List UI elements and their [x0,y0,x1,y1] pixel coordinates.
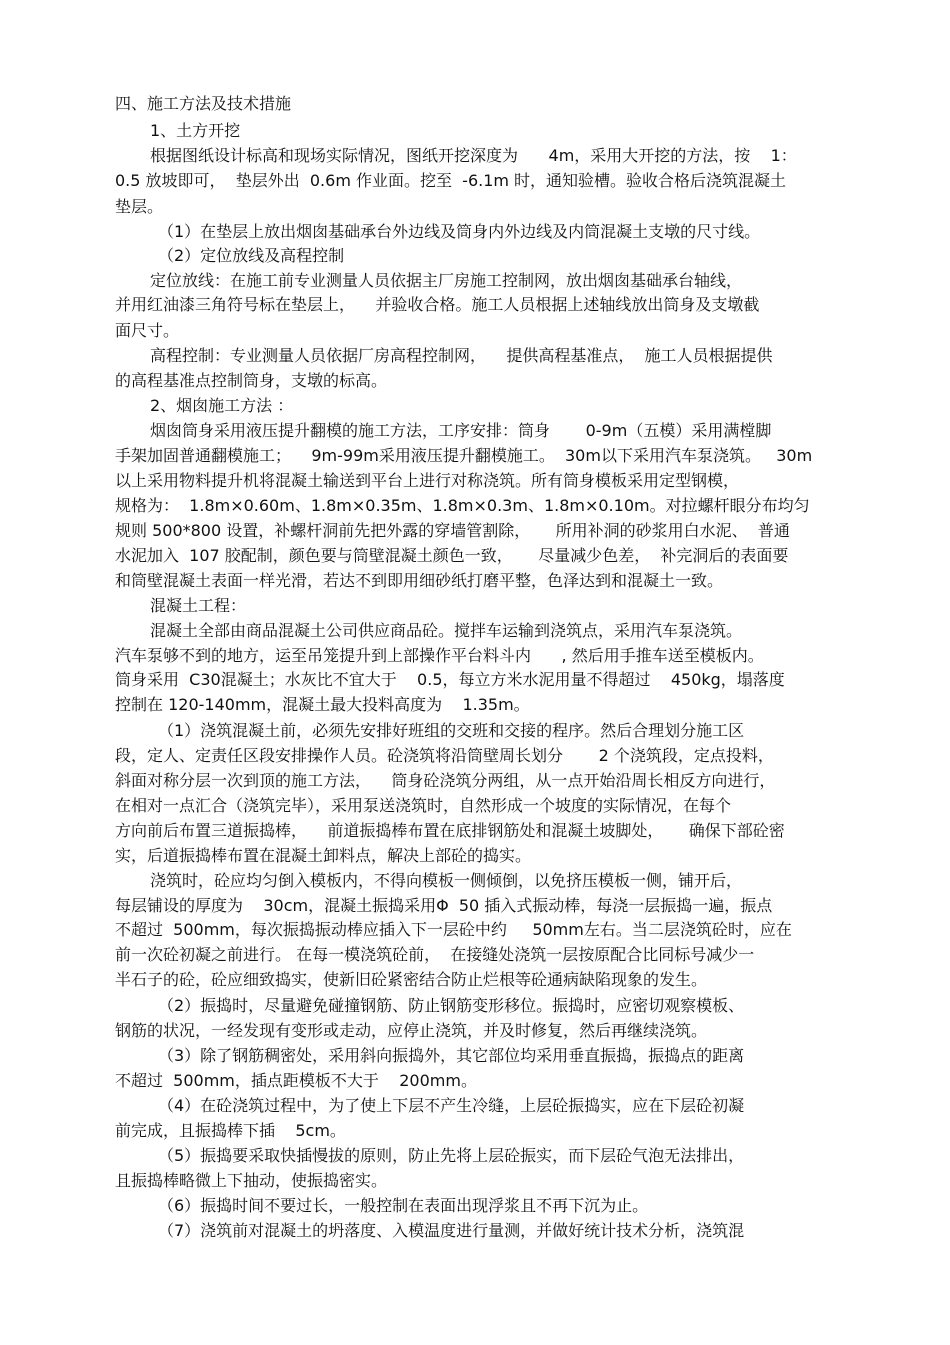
body-text-line: 根据图纸设计标高和现场实际情况，图纸开挖深度为 4m，采用大开挖的方法，按 1： [150,146,797,165]
body-text-line: 且振捣棒略微上下抽动，使振捣密实。 [115,1171,388,1190]
body-text-line: 垫层。 [115,197,164,216]
body-text-line: （7）浇筑前对混凝土的坍落度、入模温度进行量测，并做好统计技术分析，浇筑混 [158,1221,745,1240]
body-text-line: 和筒壁混凝土表面一样光滑，若达不到即用细砂纸打磨平整，色泽达到和混凝土一致。 [115,571,724,590]
body-text-line: 每层铺设的厚度为 30cm，混凝土振捣采用Φ 50 插入式振动棒，每浇一层振捣一遍，振点 [115,896,773,915]
body-text-line: 浇筑时，砼应均匀倒入模板内，不得向模板一侧倾倒，以免挤压模板一侧，铺开后， [150,871,743,890]
body-text-line: 面尺寸。 [115,321,180,340]
body-text-line: 烟囱筒身采用液压提升翻模的施工方法，工序安排：筒身 0-9m（五模）采用满樘脚 [150,421,772,440]
body-text-line: 不超过 500mm，每次振捣振动棒应插入下一层砼中约 50mm左右。当二层浇筑砼时，应在 [115,920,792,939]
body-text-line: 水泥加入 107 胶配制，颜色要与筒壁混凝土颜色一致， 尽量减少色差， 补完洞后的表面要 [115,546,789,565]
body-text-line: 汽车泵够不到的地方，运至吊笼提升到上部操作平台料斗内 , 然后用手推车送至模板内。 [115,646,764,665]
body-text-line: 规格为： 1.8m×0.60m、1.8m×0.35m、1.8m×0.3m、1.8m×0.10m。对拉螺杆眼分布均匀 [115,496,810,515]
body-text-line: 并用红油漆三角符号标在垫层上， 并验收合格。施工人员根据上述轴线放出筒身及支墩截 [115,295,760,314]
body-text-line: 不超过 500mm，插点距模板不大于 200mm。 [115,1071,477,1090]
body-text-line: 在相对一点汇合（浇筑完毕），采用泵送浇筑时，自然形成一个坡度的实际情况，在每个 [115,796,732,815]
body-text-line: 前一次砼初凝之前进行。 在每一模浇筑砼前， 在接缝处浇筑一层按原配合比同标号减少一 [115,945,755,964]
body-text-line: （5）振捣要采取快插慢拔的原则，防止先将上层砼振实，而下层砼气泡无法排出， [158,1146,745,1165]
body-text-line: 混凝土全部由商品混凝土公司供应商品砼。搅拌车运输到浇筑点，采用汽车泵浇筑。 [150,621,743,640]
body-text-line: （3）除了钢筋稠密处，采用斜向振捣外，其它部位均采用垂直振捣，振捣点的距离 [158,1046,745,1065]
body-text-line: 的高程基准点控制筒身，支墩的标高。 [115,371,388,390]
body-text-line: 段，定人、定责任区段安排操作人员。砼浇筑将沿筒壁周长划分 2 个浇筑段，定点投料， [115,746,774,765]
body-text-line: 钢筋的状况，一经发现有变形或走动，应停止浇筑，并及时修复，然后再继续浇筑。 [115,1021,708,1040]
body-text-line: （1）在垫层上放出烟囱基础承台外边线及筒身内外边线及内筒混凝土支墩的尺寸线。 [158,222,761,241]
body-text-line: （2）定位放线及高程控制 [158,246,345,265]
body-text-line: 规则 500*800 设置，补螺杆洞前先把外露的穿墙管割除， 所用补洞的砂浆用白水泥、 普通 [115,521,790,540]
body-text-line: 定位放线：在施工前专业测量人员依据主厂房施工控制网，放出烟囱基础承台轴线， [150,271,743,290]
body-text-line: （4）在砼浇筑过程中，为了使上下层不产生冷缝，上层砼振捣实，应在下层砼初凝 [158,1096,745,1115]
subsection-heading: 1、土方开挖 [150,121,241,140]
subsection-heading: 混凝土工程： [150,596,247,615]
body-text-line: 斜面对称分层一次到顶的施工方法， 筒身砼浇筑分两组，从一点开始沿周长相反方向进行， [115,771,776,790]
body-text-line: 以上采用物料提升机将混凝土输送到平台上进行对称浇筑。所有筒身模板采用定型钢模， [115,471,740,490]
body-text-line: （6）振捣时间不要过长，一般控制在表面出现浮浆且不再下沉为止。 [158,1196,649,1215]
body-text-line: 实，后道振捣棒布置在混凝土卸料点，解决上部砼的捣实。 [115,846,532,865]
body-text-line: 前完成，且振捣棒下插 5cm。 [115,1121,346,1140]
body-text-line: 半石子的砼，砼应细致捣实，使新旧砼紧密结合防止烂根等砼通病缺陷现象的发生。 [115,970,708,989]
body-text-line: 0.5 放坡即可， 垫层外出 0.6m 作业面。挖至 -6.1m 时，通知验槽。验收合格后浇筑混凝土 [115,171,787,190]
section-heading: 四、施工方法及技术措施 [115,94,292,113]
subsection-heading: 2、烟囱施工方法 ： [150,396,294,415]
body-text-line: 筒身采用 C30混凝土；水灰比不宜大于 0.5，每立方米水泥用量不得超过 450kg，塌落度 [115,670,785,689]
body-text-line: 控制在 120-140mm，混凝土最大投料高度为 1.35m。 [115,695,530,714]
body-text-line: （1）浇筑混凝土前，必须先安排好班组的交班和交接的程序。然后合理划分施工区 [158,721,745,740]
body-text-line: 高程控制：专业测量人员依据厂房高程控制网， 提供高程基准点， 施工人员根据提供 [150,346,773,365]
body-text-line: 方向前后布置三道振捣棒， 前道振捣棒布置在底排钢筋处和混凝土坡脚处， 确保下部砼密 [115,821,785,840]
body-text-line: （2）振捣时，尽量避免碰撞钢筋、防止钢筋变形移位。振捣时，应密切观察模板、 [158,996,745,1015]
body-text-line: 手架加固普通翻模施工； 9m-99m采用液压提升翻模施工。 30m以下采用汽车泵浇筑。 30m [115,446,813,465]
